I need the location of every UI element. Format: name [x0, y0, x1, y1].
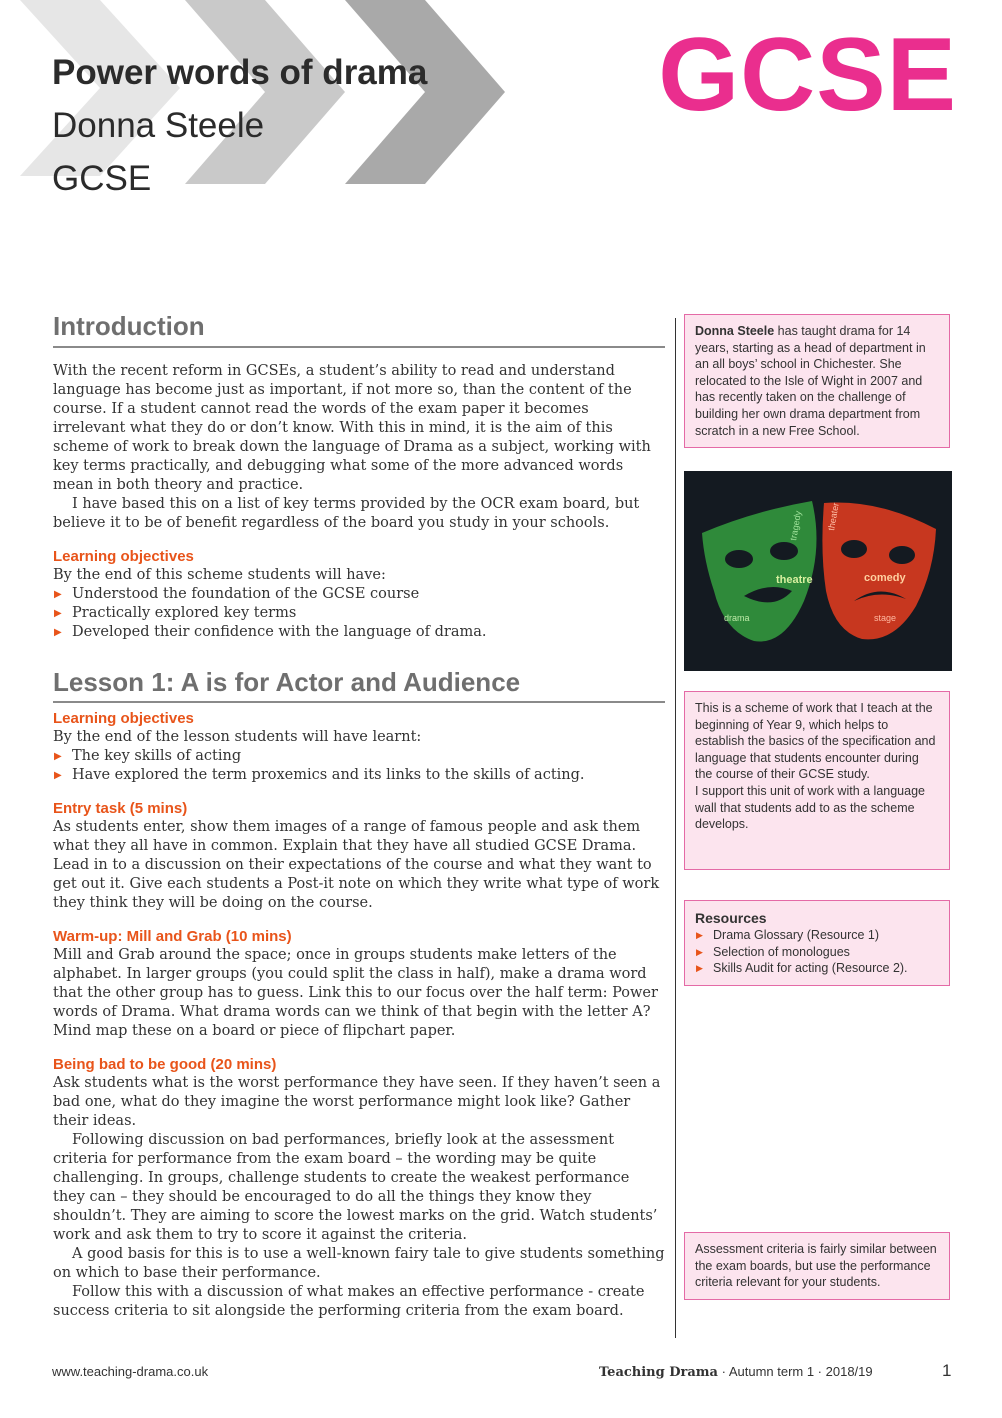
note-text: Assessment criteria is fairly similar between the exam boards, but use the performance criteria relevant for your students. [695, 1242, 937, 1290]
mask-word: theater [826, 502, 841, 532]
objectives-list [53, 747, 665, 785]
being-bad-paragraph: Ask students what is the worst performance they have seen. If they haven’t seen a bad one, what do they imagine the worst performance might look like? Gather their ideas. [53, 1075, 661, 1129]
list-item: ▶ Selection of monologues [695, 944, 939, 961]
note-text: I support this unit of work with a language wall that students add to as the scheme develops. [695, 783, 925, 832]
footer-website: www.teaching-drama.co.uk [52, 1364, 209, 1379]
lesson-1-heading: Lesson 1: A is for Actor and Audience [53, 666, 665, 704]
list-item: ▶ Have explored the term proxemics and its links to the skills of acting. [53, 766, 665, 785]
list-item: ▶ The key skills of acting [53, 747, 665, 766]
objectives-list [53, 585, 665, 642]
footer-publication [599, 1364, 873, 1380]
objectives-lead: By the end of the lesson students will have learnt: [53, 729, 422, 745]
being-bad-paragraph: Follow this with a discussion of what makes an effective performance - create success criteria to sit alongside the performing criteria from the exam board. [53, 1284, 645, 1319]
list-item: ▶ Understood the foundation of the GCSE course [53, 585, 665, 604]
warm-up-text: Mill and Grab around the space; once in groups students make letters of the alphabet. In larger groups (you could split the class in half), make a drama word that the other group has to guess. Link this to our focus over the half term: Power words of Drama. What drama words can we think of that begin with the letter A? Mind map these on a board or piece of flipchart paper. [53, 947, 658, 1039]
mask-word: tragedy [788, 510, 804, 542]
learning-objectives-heading: Learning objectives [53, 710, 194, 727]
publication-name: Teaching Drama [599, 1365, 718, 1380]
warm-up-heading: Warm-up: Mill and Grab (10 mins) [53, 928, 292, 945]
assessment-note-box [684, 1232, 950, 1300]
entry-task-heading: Entry task (5 mins) [53, 800, 188, 817]
publication-issue: · Autumn term 1 · 2018/19 [717, 1364, 873, 1379]
gcse-brand-mark: GCSE [658, 17, 957, 133]
being-bad-paragraph: A good basis for this is to use a well-known fairy tale to give students something on which to base their performance. [53, 1246, 665, 1281]
main-column [53, 310, 665, 1321]
list-item: ▶ Drama Glossary (Resource 1) [695, 927, 939, 944]
entry-task-text: As students enter, show them images of a range of famous people and ask them what they all have in common. Explain that they have all studied GCSE Drama. Lead in to a discussion on their expectations of the course and what they want to get out it. Give each students a Post-it note on which they write what type of work they think they will be doing on the course. [53, 819, 660, 911]
learning-objectives-heading: Learning objectives [53, 547, 194, 565]
resources-heading: Resources [695, 910, 767, 926]
being-bad-heading: Being bad to be good (20 mins) [53, 1056, 277, 1073]
objectives-lead: By the end of this scheme students will have: [53, 566, 386, 583]
note-text: This is a scheme of work that I teach at the beginning of Year 9, which helps to establish the basics of the specification and language that students encounter during the course of their GCSE study. [695, 701, 936, 782]
introduction-heading: Introduction [53, 310, 665, 348]
list-item: ▶ Practically explored key terms [53, 604, 665, 623]
mask-word: theatre [776, 574, 813, 586]
bio-text: has taught drama for 14 years, starting as a head of department in an all boys’ school in Chichester. She relocated to the Isle of Wight in 2007 and has recently taken on the challenge of building her own drama department from scratch in a new Free School. [695, 324, 926, 438]
bio-name: Donna Steele [695, 324, 775, 338]
intro-paragraph: With the recent reform in GCSEs, a student’s ability to read and understand language has become just as important, if not more so, than the content of the course. If a student cannot read the words of the exam paper it becomes irrelevant what they do or don’t know. With this in mind, it is the aim of this scheme of work to break down the language of Drama as a subject, working with key terms practically, and debugging what some of the more advanced words mean in both theory and practice. [53, 362, 651, 493]
column-divider [675, 318, 676, 1338]
mask-word: comedy [864, 572, 906, 584]
list-item: ▶ Skills Audit for acting (Resource 2). [695, 960, 939, 977]
page-number: 1 [942, 1361, 952, 1380]
article-title: Power words of drama [52, 53, 428, 92]
mask-word: stage [874, 613, 897, 623]
author-bio-box [684, 314, 950, 448]
article-level: GCSE [52, 159, 152, 198]
resources-box [684, 900, 950, 986]
teacher-note-box [684, 691, 950, 870]
being-bad-paragraph: Following discussion on bad performances, briefly look at the assessment criteria for performance from the exam board – the wording may be quite challenging. In groups, challenge students to create the weakest performance they can – they should be encouraged to do all the things they know they shouldn’t. They are aiming to score the lowest marks on the grid. Watch students’ work and ask them to try to score it against the criteria. [53, 1132, 658, 1243]
intro-paragraph: I have based this on a list of key terms provided by the OCR exam board, but believe it to be of benefit regardless of the board you study in your schools. [53, 495, 640, 531]
list-item: ▶ Developed their confidence with the language of drama. [53, 623, 665, 642]
article-author: Donna Steele [52, 106, 265, 145]
drama-masks-image [684, 471, 952, 671]
mask-word: drama [724, 613, 750, 623]
resources-list [695, 927, 939, 977]
